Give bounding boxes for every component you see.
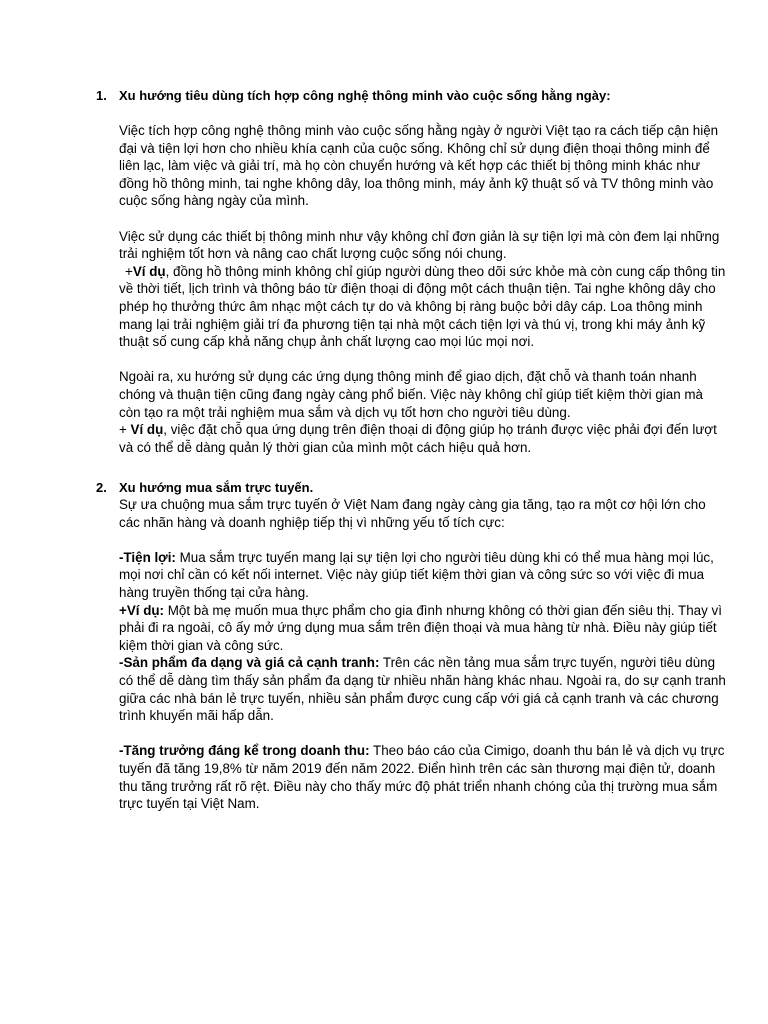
- point-text: Theo báo cáo của Cimigo, doanh thu bán lẻ và dịch vụ trực tuyến đã tăng 19,8% từ năm 2019 đến năm 2022. Điển hình trên các sàn thương mại điện tử, doanh thu tăng trưởng rất rõ rệt. Điều này cho thấy mức độ phát triển nhanh chóng của thị trường mua sắm trực tuyến tại Việt Nam.: [119, 743, 725, 812]
- example-label: Ví dụ: [130, 422, 164, 438]
- point-text: Trên các nền tảng mua sắm trực tuyến, người tiêu dùng có thể dễ dàng tìm thấy sản phẩm đa dạng từ nhiều nhãn hàng khác nhau. Ngoài ra, do sự cạnh tranh giữa các nhà bán lẻ trực tuyến, nhiều sản phẩm được cung cấp với giá cả cạnh tranh và các chương trình khuyến mãi hấp dẫn.: [119, 655, 726, 724]
- section-1-example-2: [119, 421, 727, 456]
- spacer: [119, 210, 727, 228]
- example-label: +Ví dụ:: [119, 602, 165, 618]
- section-2-body: [119, 496, 727, 813]
- example-text: , đồng hồ thông minh không chỉ giúp người dùng theo dõi sức khỏe mà còn cung cấp thông tin về thời tiết, lịch trình và thông báo từ điện thoại di động một cách thuận tiện. Tai nghe không dây cho phép họ thưởng thức âm nhạc một cách tự do và không bị ràng buộc bởi dây cáp. Loa thông minh mang lại trải nghiệm giải trí đa phương tiện tại nhà một cách tiện lợi và thú vị, trong khi máy ảnh kỹ thuật số cung cấp khả năng chụp ảnh chất lượng cao mọi lúc mọi nơi.: [119, 263, 726, 350]
- section-1-example-1: [119, 263, 727, 351]
- section-1-paragraph-2: Việc sử dụng các thiết bị thông minh như vậy không chỉ đơn giản là sự tiện lợi mà còn đem lại những trải nghiệm tốt hơn và nâng cao chất lượng cuộc sống nói chung.: [119, 228, 720, 262]
- spacer: [119, 351, 727, 369]
- section-2-point-1: [119, 549, 727, 602]
- spacer: [119, 531, 727, 549]
- example-text: , việc đặt chỗ qua ứng dụng trên điện thoại di động giúp họ tránh được việc phải đợi đến lượt và có thể dễ dàng quản lý thời gian của mình một cách hiệu quả hơn.: [119, 422, 717, 455]
- example-text: Một bà mẹ muốn mua thực phẩm cho gia đình nhưng không có thời gian đến siêu thị. Thay vì phải đi ra ngoài, cô ấy mở ứng dụng mua sắm trên điện thoại và mua hàng từ nhà. Điều này giúp tiết kiệm thời gian và công sức.: [119, 602, 722, 653]
- point-label: -Sản phẩm đa dạng và giá cả cạnh tranh:: [119, 655, 380, 671]
- example-label: Ví dụ: [132, 263, 166, 279]
- section-2-point-3: [119, 742, 727, 812]
- point-label: -Tăng trưởng đáng kể trong doanh thu:: [119, 743, 370, 759]
- section-2-example: [119, 602, 727, 655]
- section-2-number: 2.: [96, 480, 107, 495]
- section-1-number: 1.: [96, 88, 107, 103]
- spacer: [119, 725, 727, 743]
- section-1-body: [119, 122, 727, 456]
- section-2-point-2: [119, 654, 727, 724]
- section-1-title: Xu hướng tiêu dùng tích hợp công nghệ thông minh vào cuộc sống hằng ngày:: [119, 88, 611, 103]
- example-prefix: +: [125, 263, 133, 279]
- point-text: Mua sắm trực tuyến mang lại sự tiện lợi cho người tiêu dùng khi có thể mua hàng mọi lúc, mọi nơi chỉ cần có kết nối internet. Việc này giúp tiết kiệm thời gian và công sức so với việc đi mua hàng truyền thống tại cửa hàng.: [119, 549, 714, 600]
- section-2-title: Xu hướng mua sắm trực tuyến.: [119, 480, 314, 495]
- section-1-paragraph-1: Việc tích hợp công nghệ thông minh vào cuộc sống hằng ngày ở người Việt tạo ra cách tiếp cận hiện đại và tiện lợi hơn cho nhiều khía cạnh của cuộc sống. Không chỉ sử dụng điện thoại thông minh để liên lạc, làm việc và giải trí, mà họ còn chuyển hướng và kết hợp các thiết bị thông minh khác như đồng hồ thông minh, tai nghe không dây, loa thông minh, máy ảnh kỹ thuật số và TV thông minh vào cuộc sống hàng ngày của mình.: [119, 123, 719, 209]
- point-label: -Tiện lợi:: [119, 549, 176, 565]
- example-prefix: +: [119, 422, 131, 438]
- section-2-intro: Sự ưa chuộng mua sắm trực tuyến ở Việt Nam đang ngày càng gia tăng, tạo ra một cơ hội lớn cho các nhãn hàng và doanh nghiệp tiếp thị vì những yếu tố tích cực:: [119, 497, 706, 530]
- section-1-paragraph-3: Ngoài ra, xu hướng sử dụng các ứng dụng thông minh để giao dịch, đặt chỗ và thanh toán nhanh chóng và thuận tiện cũng đang ngày càng phổ biến. Việc này không chỉ giúp tiết kiệm thời gian mà còn tạo ra một trải nghiệm mua sắm và dịch vụ tốt hơn cho người tiêu dùng.: [119, 369, 703, 420]
